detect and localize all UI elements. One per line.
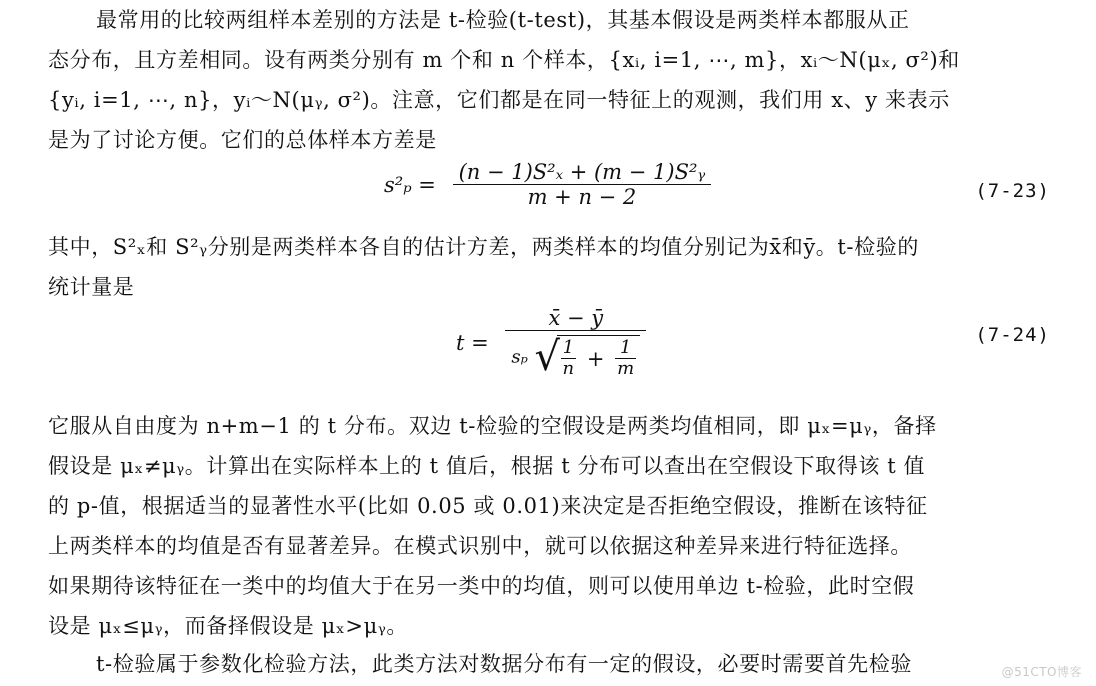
paragraph-line: 态分布，且方差相同。设有两类分别有 m 个和 n 个样本，{xᵢ, i=1, ⋯, m}，xᵢ～N(μₓ, σ²)和 — [48, 48, 960, 72]
fraction-numerator: (n − 1)S²ₓ + (m − 1)S²ᵧ — [453, 160, 712, 185]
pooled-std: sₚ — [511, 346, 528, 368]
paragraph-line: 是为了讨论方便。它们的总体样本方差是 — [48, 128, 437, 152]
square-root — [535, 335, 641, 379]
paragraph-line: 统计量是 — [48, 275, 135, 299]
fraction-1-over-n — [561, 338, 577, 379]
fraction — [453, 160, 712, 209]
paragraph-line: {yᵢ, i=1, ⋯, n}，yᵢ～N(μᵧ, σ²)。注意，它们都是在同一特征上的观测，我们用 x、y 来表示 — [48, 88, 950, 112]
fraction — [505, 306, 646, 379]
sqrt-body — [557, 335, 641, 379]
equation-lhs: t = — [456, 330, 489, 355]
equation-lhs: s²ₚ = — [384, 172, 436, 197]
fraction-denominator: m + n − 2 — [527, 185, 637, 209]
sqrt-symbol: √ — [534, 334, 561, 380]
fraction-numerator: 1 — [561, 338, 577, 359]
equation-number: (7-24) — [975, 324, 1050, 346]
fraction-numerator: 1 — [615, 338, 636, 359]
paragraph-line: 的 p-值，根据适当的显著性水平(比如 0.05 或 0.01)来决定是否拒绝空假设，推断在该特征 — [48, 494, 928, 518]
paragraph-line: 假设是 μₓ≠μᵧ。计算出在实际样本上的 t 值后，根据 t 分布可以查出在空假设下取得该 t 值 — [48, 454, 926, 478]
fraction-denominator — [505, 331, 646, 379]
paragraph-line: 如果期待该特征在一类中的均值大于在另一类中的均值，则可以使用单边 t-检验，此时空假 — [48, 574, 915, 598]
plus-sign: + — [586, 346, 605, 371]
equation-7-23 — [0, 160, 1096, 226]
paragraph-line: 最常用的比较两组样本差别的方法是 t-检验(t-test)，其基本假设是两类样本都服从正 — [96, 8, 910, 32]
paragraph-line: t-检验属于参数化检验方法，此类方法对数据分布有一定的假设，必要时需要首先检验 — [96, 652, 912, 676]
paragraph-line: 它服从自由度为 n+m−1 的 t 分布。双边 t-检验的空假设是两类均值相同，即 μₓ=μᵧ，备择 — [48, 414, 937, 438]
fraction-denominator: m — [617, 358, 635, 379]
fraction-1-over-m — [615, 338, 636, 379]
paragraph-line: 上两类样本的均值是否有显著差异。在模式识别中，就可以依据这种差异来进行特征选择。 — [48, 534, 912, 558]
paragraph-line: 其中，S²ₓ和 S²ᵧ分别是两类样本各自的估计方差，两类样本的均值分别记为x̄和ȳ。t-检验的 — [48, 235, 919, 259]
fraction-denominator: n — [562, 358, 575, 379]
paragraph-line: 设是 μₓ≤μᵧ，而备择假设是 μₓ>μᵧ。 — [48, 614, 408, 638]
equation-7-24 — [0, 306, 1096, 398]
fraction-numerator: x̄ − ȳ — [505, 306, 646, 331]
watermark: @51CTO博客 — [1001, 665, 1082, 679]
equation-number: (7-23) — [975, 180, 1050, 202]
